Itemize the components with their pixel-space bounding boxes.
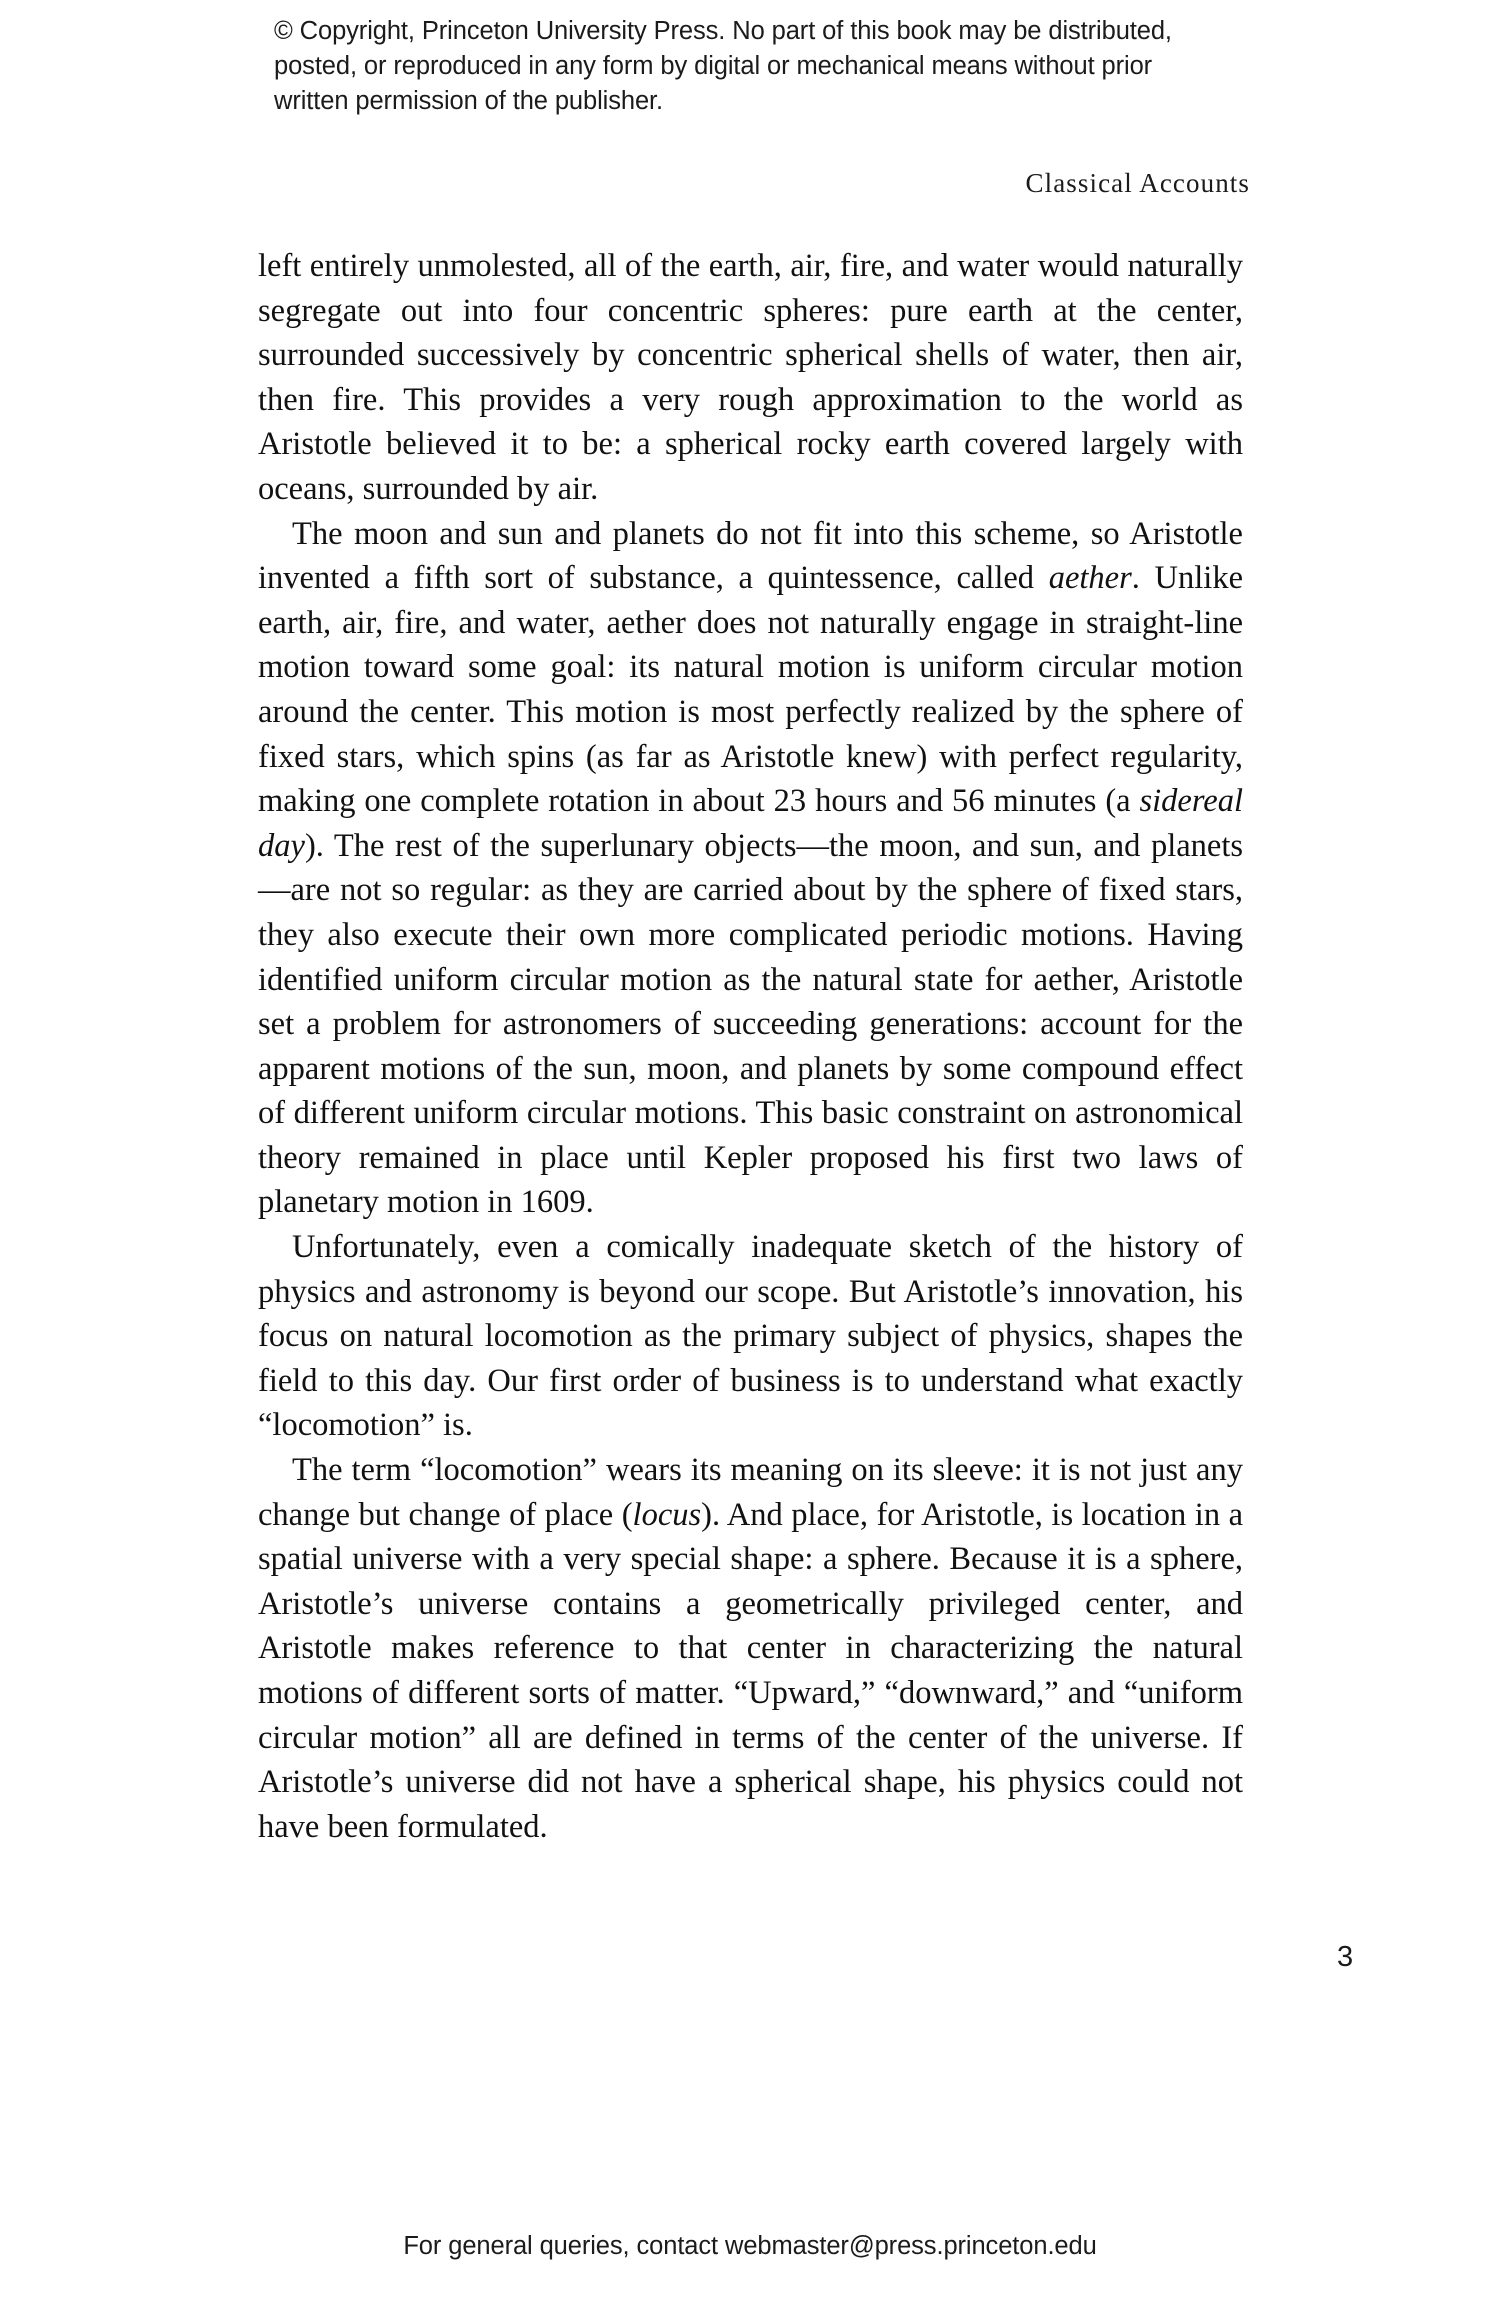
page-number: 3 xyxy=(1337,1941,1354,1973)
body-paragraph: left entirely unmolested, all of the earth, air, fire, and water would naturally segregate out into four concentric spheres: pure earth at the center, surrounded successively by concentric spherical shells of water, then air, then fire. This provides a very rough approximation to the world as Aristotle believed it to be: a spherical rocky earth covered largely with oceans, surrounded by air. xyxy=(258,248,1243,507)
italic-term: aether xyxy=(1048,560,1132,597)
body-paragraph: The moon and sun and planets do not fit into this scheme, so Aristotle invented a fifth sort of substance, a quintessence, called aether. Unlike earth, air, fire, and water, aether does not naturally engage in straight-line motion toward some goal: its natural motion is uniform circular motion around the center. This motion is most perfectly realized by the sphere of fixed stars, which spins (as far as Aristotle knew) with perfect regularity, making one complete rotation in about 23 hours and 56 minutes (a sidereal day). The rest of the superlunary objects—the moon, and sun, and planets—are not so regular: as they are carried about by the sphere of fixed stars, they also execute their own more complicated periodic motions. Having identified uniform circular motion as the natural state for aether, Aristotle set a problem for astronomers of succeeding generations: account for the apparent motions of the sun, moon, and planets by some compound effect of different uniform circular motions. This basic constraint on astronomical theory remained in place until Kepler proposed his first two laws of planetary motion in 1609. xyxy=(258,515,1243,1221)
body-paragraph: The term “locomotion” wears its meaning on its sleeve: it is not just any change but change of place (locus). And place, for Aristotle, is location in a spatial universe with a very special shape: a sphere. Because it is a sphere, Aristotle’s universe contains a geometrically privileged center, and Aristotle makes reference to that center in characterizing the natural motions of different sorts of matter. “Upward,” “downward,” and “uniform circular motion” all are defined in terms of the center of the universe. If Aristotle’s universe did not have a spherical shape, his physics could not have been formulated. xyxy=(258,1452,1244,1845)
running-head: Classical Accounts xyxy=(1025,168,1250,198)
italic-term: locus xyxy=(632,1496,702,1533)
copyright-notice: © Copyright, Princeton University Press. No part of this book may be distributed, posted, or reproduced in any form by digital or mechanical means without prior written permission of the publisher. xyxy=(274,17,1172,115)
body-paragraph: Unfortunately, even a comically inadequate sketch of the history of physics and astronomy is beyond our scope. But Aristotle’s innovation, his focus on natural locomotion as the primary subject of physics, shapes the field to this day. Our first order of business is to understand what exactly “locomotion” is. xyxy=(258,1229,1243,1444)
footer-query-line: For general queries, contact webmaster@press.princeton.edu xyxy=(403,2232,1097,2260)
body-text-column xyxy=(258,244,1243,1849)
italic-term: sidereal day xyxy=(258,783,1243,864)
